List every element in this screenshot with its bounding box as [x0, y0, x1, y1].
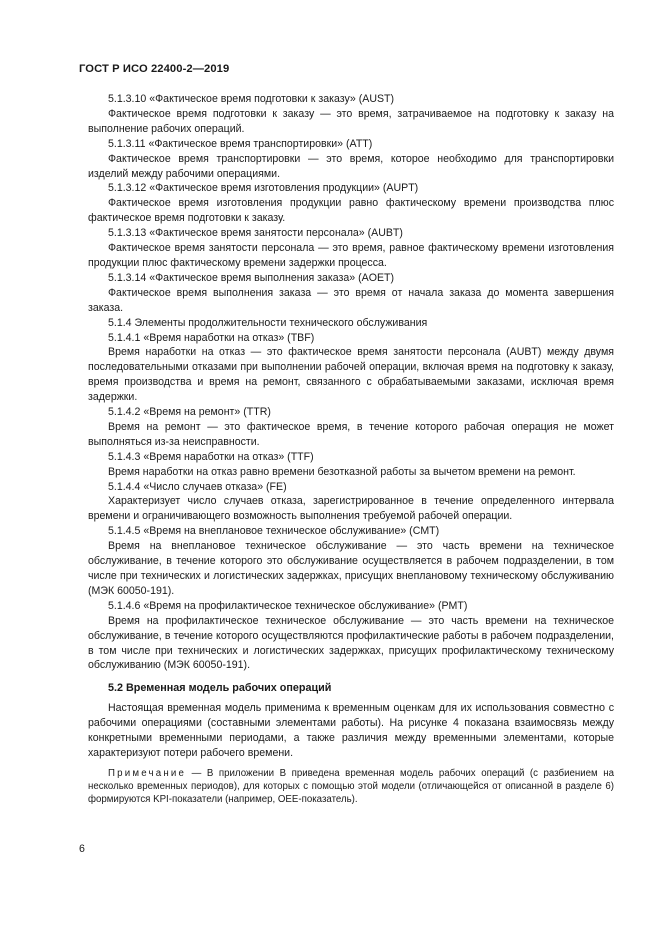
spacer	[88, 673, 614, 681]
clause-heading: 5.1.3.10 «Фактическое время подготовки к заказу» (AUST)	[108, 93, 395, 105]
document-body	[88, 92, 614, 807]
clause-heading: 5.1.4.4 «Число случаев отказа» (FE)	[108, 480, 287, 493]
note	[88, 767, 614, 807]
clause-heading: 5.1.4.6 «Время на профилактическое техническое обслуживание» (PMT)	[108, 599, 468, 612]
clause-text: Фактическое время подготовки к заказу — это время, затрачиваемое на подготовку к заказу на выполнение рабочих операций.	[88, 107, 614, 135]
clause-heading: 5.1.3.13 «Фактическое время занятости персонала» (AUBT)	[108, 227, 403, 240]
clause-text: Фактическое время транспортировки — это время, которое необходимо для транспортировки изделий между рабочими операциями.	[88, 152, 614, 180]
page-number: 6	[79, 843, 85, 855]
clause-text: Характеризует число случаев отказа, зарегистрированное в течение определенного интервала времени и ограничивающего возможность выполнения требуемой рабочей операции.	[88, 495, 614, 523]
clause-heading: 5.1.4.3 «Время наработки на отказ» (TTF)	[108, 450, 314, 463]
document-header: ГОСТ Р ИСО 22400-2—2019	[79, 63, 230, 75]
clause-heading: 5.1.4.5 «Время на внеплановое техническое обслуживание» (CMT)	[108, 525, 440, 538]
section-heading: 5.2 Временная модель рабочих операций	[108, 682, 332, 695]
note-text: — В приложении В приведена временная модель рабочих операций (с разбиением на несколько временных периодов), для которых с помощью этой модели (отличающейся от описанной в разделе 6) формируются KPI-показатели (например, OEE-показатель).	[88, 767, 614, 806]
note-label: Примечание	[108, 767, 187, 779]
clause-text: Время на внеплановое техническое обслуживание — это часть времени на техническое обслуживание, в течение которого это обслуживание осуществляется в рабочем подразделении, в том числе при технических и логистических задержках, присущих внеплановому техническому обслуживанию (МЭК 60050-191).	[88, 540, 614, 597]
section-text: Настоящая временная модель применима к временным оценкам для их использования совместно с рабочими операциями (составными элементами работы). На рисунке 4 показана взаимосвязь между конкретными временными периодами, а также различия между временными элементами, которые характеризуют потери рабочего времени.	[88, 702, 614, 760]
clause-heading: 5.1.4.1 «Время наработки на отказ» (TBF)	[108, 331, 315, 344]
clause-heading: 5.1.3.11 «Фактическое время транспортировки» (ATT)	[108, 137, 373, 150]
clause-heading: 5.1.4.2 «Время на ремонт» (TTR)	[108, 406, 271, 419]
clause-heading: 5.1.3.14 «Фактическое время выполнения заказа» (AOET)	[108, 271, 395, 284]
clause-text: Фактическое время изготовления продукции равно фактическому времени производства плюс фактическое время подготовки к заказу.	[88, 197, 614, 225]
clause-text: Фактическое время занятости персонала — это время, равное фактическому времени изготовления продукции плюс фактическому времени задержки процесса.	[88, 242, 614, 269]
clause-text: Время на ремонт — это фактическое время, в течение которого рабочая операция не может выполняться из-за неисправности.	[88, 420, 614, 448]
subsection-heading: 5.1.4 Элементы продолжительности технического обслуживания	[108, 316, 428, 329]
clause-heading: 5.1.3.12 «Фактическое время изготовления продукции» (AUPT)	[108, 182, 419, 195]
clause-text: Фактическое время выполнения заказа — это время от начала заказа до момента завершения заказа.	[88, 286, 614, 314]
clause-text: Время наработки на отказ равно времени безотказной работы за вычетом времени на ремонт.	[108, 465, 576, 478]
clause-text: Время наработки на отказ — это фактическое время занятости персонала (AUBT) между двумя последовательными отказами при выполнении рабочей операции, включая время на подготовку к заказу, время производства и время на ремонт, связанного с обрабатываемыми заказами, исключая время задержки.	[88, 346, 614, 404]
clause-text: Время на профилактическое техническое обслуживание — это часть времени на техническое обслуживание, в течение которого осуществляются профилактические работы в рабочем подразделении, в том числе при технических и логистических задержках, присущих профилактическому техническому обслуживанию (МЭК 60050-191).	[88, 614, 614, 672]
